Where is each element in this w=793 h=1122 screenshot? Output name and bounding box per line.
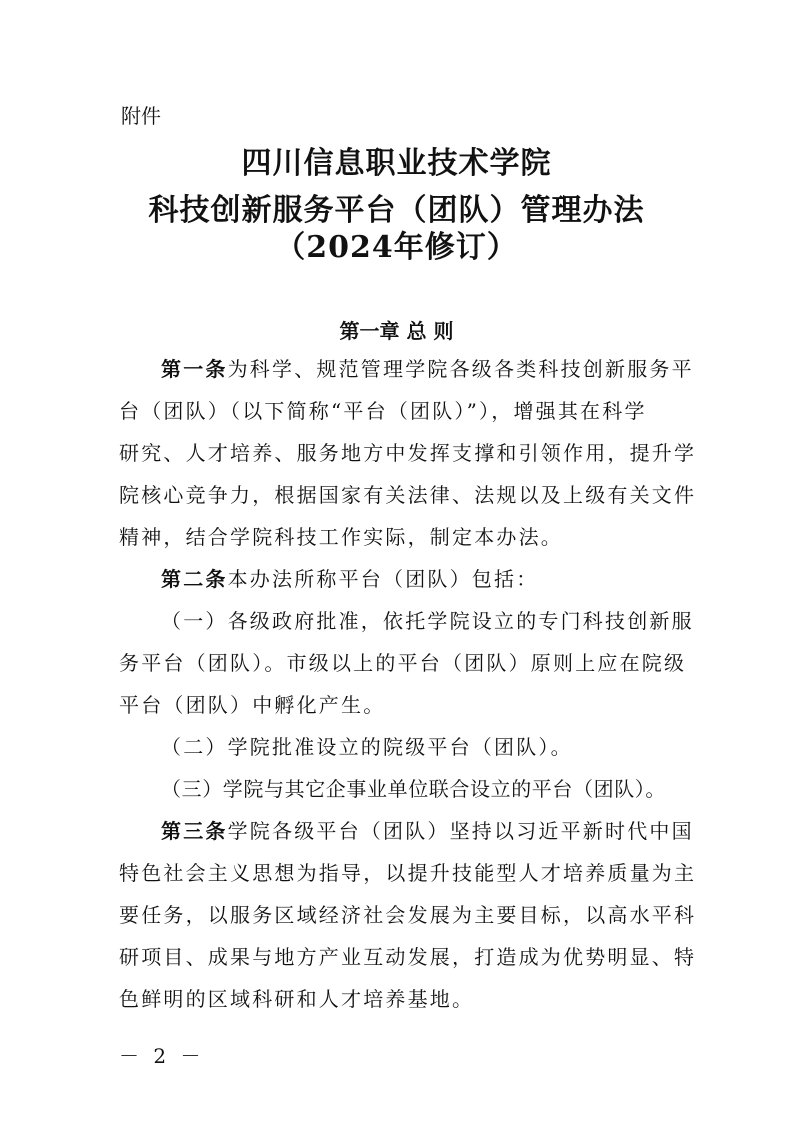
body-text: 本办法所称平台（团队）包括： — [227, 567, 539, 591]
body-line: 平台（团队）中孵化产生。 — [119, 693, 386, 717]
body-line — [161, 566, 538, 592]
body-text: 学院各级平台（团队）坚持以习近平新时代中国 — [227, 819, 694, 843]
title-line-3: （2024年修订） — [275, 230, 518, 265]
body-line: 色鲜明的区域科研和人才培养基地。 — [119, 987, 475, 1011]
body-line: 研项目、成果与地方产业互动发展，打造成为优势明显、特 — [119, 945, 697, 969]
body-line — [161, 818, 694, 844]
body-line: 精神，结合学院科技工作实际，制定本办法。 — [119, 525, 563, 549]
body-line: （二）学院批准设立的院级平台（团队）。 — [161, 735, 573, 759]
attachment-label: 附件 — [121, 104, 161, 128]
body-line: （三）学院与其它企事业单位联合设立的平台（团队）。 — [161, 777, 666, 801]
body-line: （一）各级政府批准，依托学院设立的专门科技创新服 — [161, 609, 694, 633]
body-line: 要任务，以服务区域经济社会发展为主要目标，以高水平科 — [119, 903, 697, 927]
title-line-1: 四川信息职业技术学院 — [241, 146, 552, 181]
body-line: 院核心竞争力，根据国家有关法律、法规以及上级有关文件 — [119, 483, 697, 507]
body-line: 特色社会主义思想为指导，以提升技能型人才培养质量为主 — [119, 861, 697, 885]
page-number: － 2 － — [119, 1044, 205, 1068]
body-line: 研究、人才培养、服务地方中发挥支撑和引领作用，提升学 — [119, 441, 697, 465]
article-label: 第三条 — [161, 819, 228, 843]
article-label: 第一条 — [161, 357, 228, 381]
body-line — [161, 356, 694, 382]
body-text: 为科学、规范管理学院各级各类科技创新服务平 — [227, 357, 694, 381]
body-line: 务平台（团队）。市级以上的平台（团队）原则上应在院级 — [119, 651, 687, 675]
title-line-2: 科技创新服务平台（团队）管理办法 — [148, 193, 645, 228]
chapter-heading: 第一章 总 则 — [339, 319, 454, 343]
article-label: 第二条 — [161, 567, 228, 591]
body-line: 台（团队）（以下简称“平台（团队）”），增强其在科学 — [119, 399, 647, 423]
